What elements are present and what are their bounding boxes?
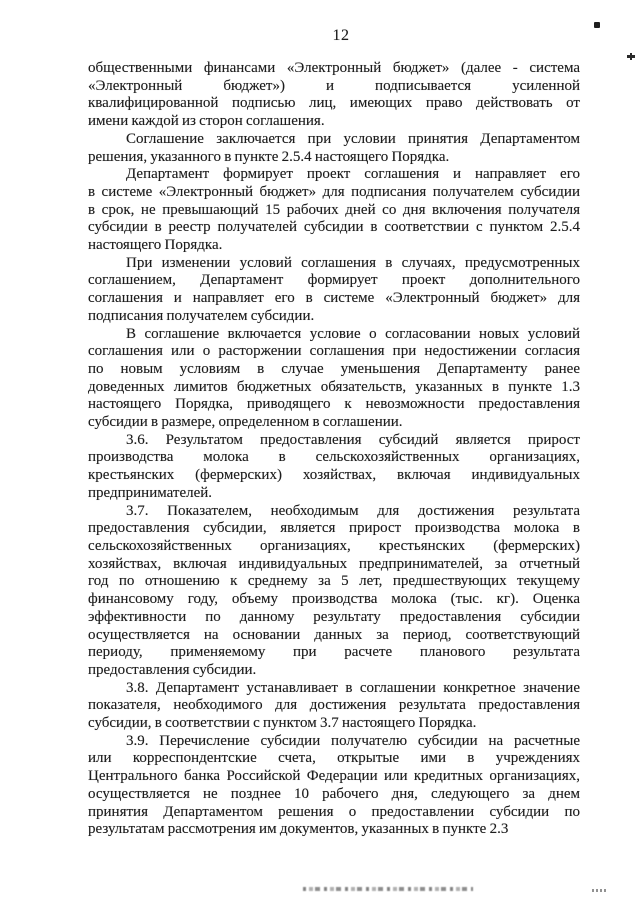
text-line: показателя, необходимого для достижения результата предоставления	[88, 697, 580, 714]
text-line: 3.8. Департамент устанавливает в соглашении конкретное значение	[126, 679, 580, 696]
scan-speck-artifact	[594, 22, 600, 28]
text-line: квалифицированной подписью лиц, имеющих право действовать от	[88, 95, 580, 112]
text-line: субсидии в реестр получателей субсидии в соответствии с пунктом 2.5.4	[88, 219, 580, 236]
paragraph	[88, 60, 580, 131]
paragraph	[88, 255, 580, 326]
text-line: периоду, применяемому при расчете планового результата	[88, 644, 580, 661]
text-line: соглашения или о расторжении соглашения при недостижении согласия	[88, 343, 580, 360]
text-line: Соглашение заключается при условии принятия Департаментом	[126, 130, 580, 147]
paragraph	[88, 733, 580, 839]
text-line: производства молока в сельскохозяйственных организациях,	[88, 449, 580, 466]
text-line: крестьянских (фермерских) хозяйствах, включая индивидуальных	[88, 467, 580, 484]
text-line: принятия Департаментом решения о предоставлении субсидии по	[88, 803, 580, 820]
text-line: в системе «Электронный бюджет» для подписания получателем субсидии	[88, 183, 580, 200]
text-line: настоящего Порядка.	[88, 237, 223, 254]
paragraph	[88, 131, 580, 166]
text-line: год по отношению к среднему за 5 лет, предшествующих текущему	[88, 573, 580, 590]
text-line: соглашением, Департамент формирует проект дополнительного	[88, 272, 580, 289]
scan-speck-artifact	[627, 55, 635, 58]
text-line: в срок, не превышающий 15 рабочих дней со дня включения получателя	[88, 201, 580, 218]
paragraph	[88, 503, 580, 680]
footer-stamp-artifact	[303, 887, 473, 891]
text-line: При изменении условий соглашения в случаях, предусмотренных	[126, 254, 580, 271]
text-line: субсидии в размере, определенном в соглашении.	[88, 414, 403, 431]
text-line: эффективности по данному результату предоставления субсидии	[88, 608, 580, 625]
text-line: 3.6. Результатом предоставления субсидий является прирост	[126, 431, 580, 448]
page-number: 12	[332, 27, 350, 44]
text-line: осуществляется не позднее 10 рабочего дня, следующего за днем	[88, 785, 580, 802]
paragraph	[88, 432, 580, 503]
text-line: осуществляется на основании данных за период, соответствующий	[88, 626, 580, 643]
text-line: Центрального банка Российской Федерации или кредитных организациях,	[88, 768, 580, 785]
text-line: предоставления субсидии, является прирост производства молока в	[88, 520, 580, 537]
text-line: 3.9. Перечисление субсидии получателю субсидии на расчетные	[126, 732, 580, 749]
text-line: имени каждой из сторон соглашения.	[88, 113, 325, 130]
text-line: общественными финансами «Электронный бюджет» (далее - система	[88, 60, 580, 76]
text-line: В соглашение включается условие о согласовании новых условий	[126, 325, 580, 342]
text-line: результатам рассмотрения им документов, указанных в пункте 2.3	[88, 821, 509, 838]
document-body	[88, 60, 580, 839]
text-line: 3.7. Показателем, необходимым для достижения результата	[126, 502, 580, 519]
text-line: доведенных лимитов бюджетных обязательств, указанных в пункте 1.3	[88, 378, 580, 395]
text-line: или корреспондентские счета, открытые ими в учреждениях	[88, 750, 580, 767]
paragraph	[88, 326, 580, 432]
footer-mark-artifact	[592, 889, 608, 892]
text-line: сельскохозяйственных организациях, крестьянских (фермерских)	[88, 537, 580, 554]
text-line: решения, указанного в пункте 2.5.4 настоящего Порядка.	[88, 148, 450, 165]
text-line: предпринимателей.	[88, 484, 213, 501]
text-line: подписания получателем субсидии.	[88, 307, 315, 324]
text-line: настоящего Порядка, приводящего к невозможности предоставления	[88, 396, 580, 413]
text-line: «Электронный бюджет») и подписывается усиленной	[88, 77, 580, 94]
paragraph	[88, 166, 580, 255]
text-line: предоставления субсидии.	[88, 661, 257, 678]
text-line: субсидии, в соответствии с пунктом 3.7 настоящего Порядка.	[88, 715, 477, 732]
text-line: финансовому году, объему производства молока (тыс. кг). Оценка	[88, 591, 580, 608]
text-line: хозяйствах, включая индивидуальных предпринимателей, за отчетный	[88, 555, 580, 572]
text-line: Департамент формирует проект соглашения и направляет его	[126, 166, 580, 183]
paragraph	[88, 680, 580, 733]
text-line: соглашения и направляет его в системе «Электронный бюджет» для	[88, 290, 580, 307]
text-line: по новым условиям в случае уменьшения Департаменту ранее	[88, 360, 580, 377]
